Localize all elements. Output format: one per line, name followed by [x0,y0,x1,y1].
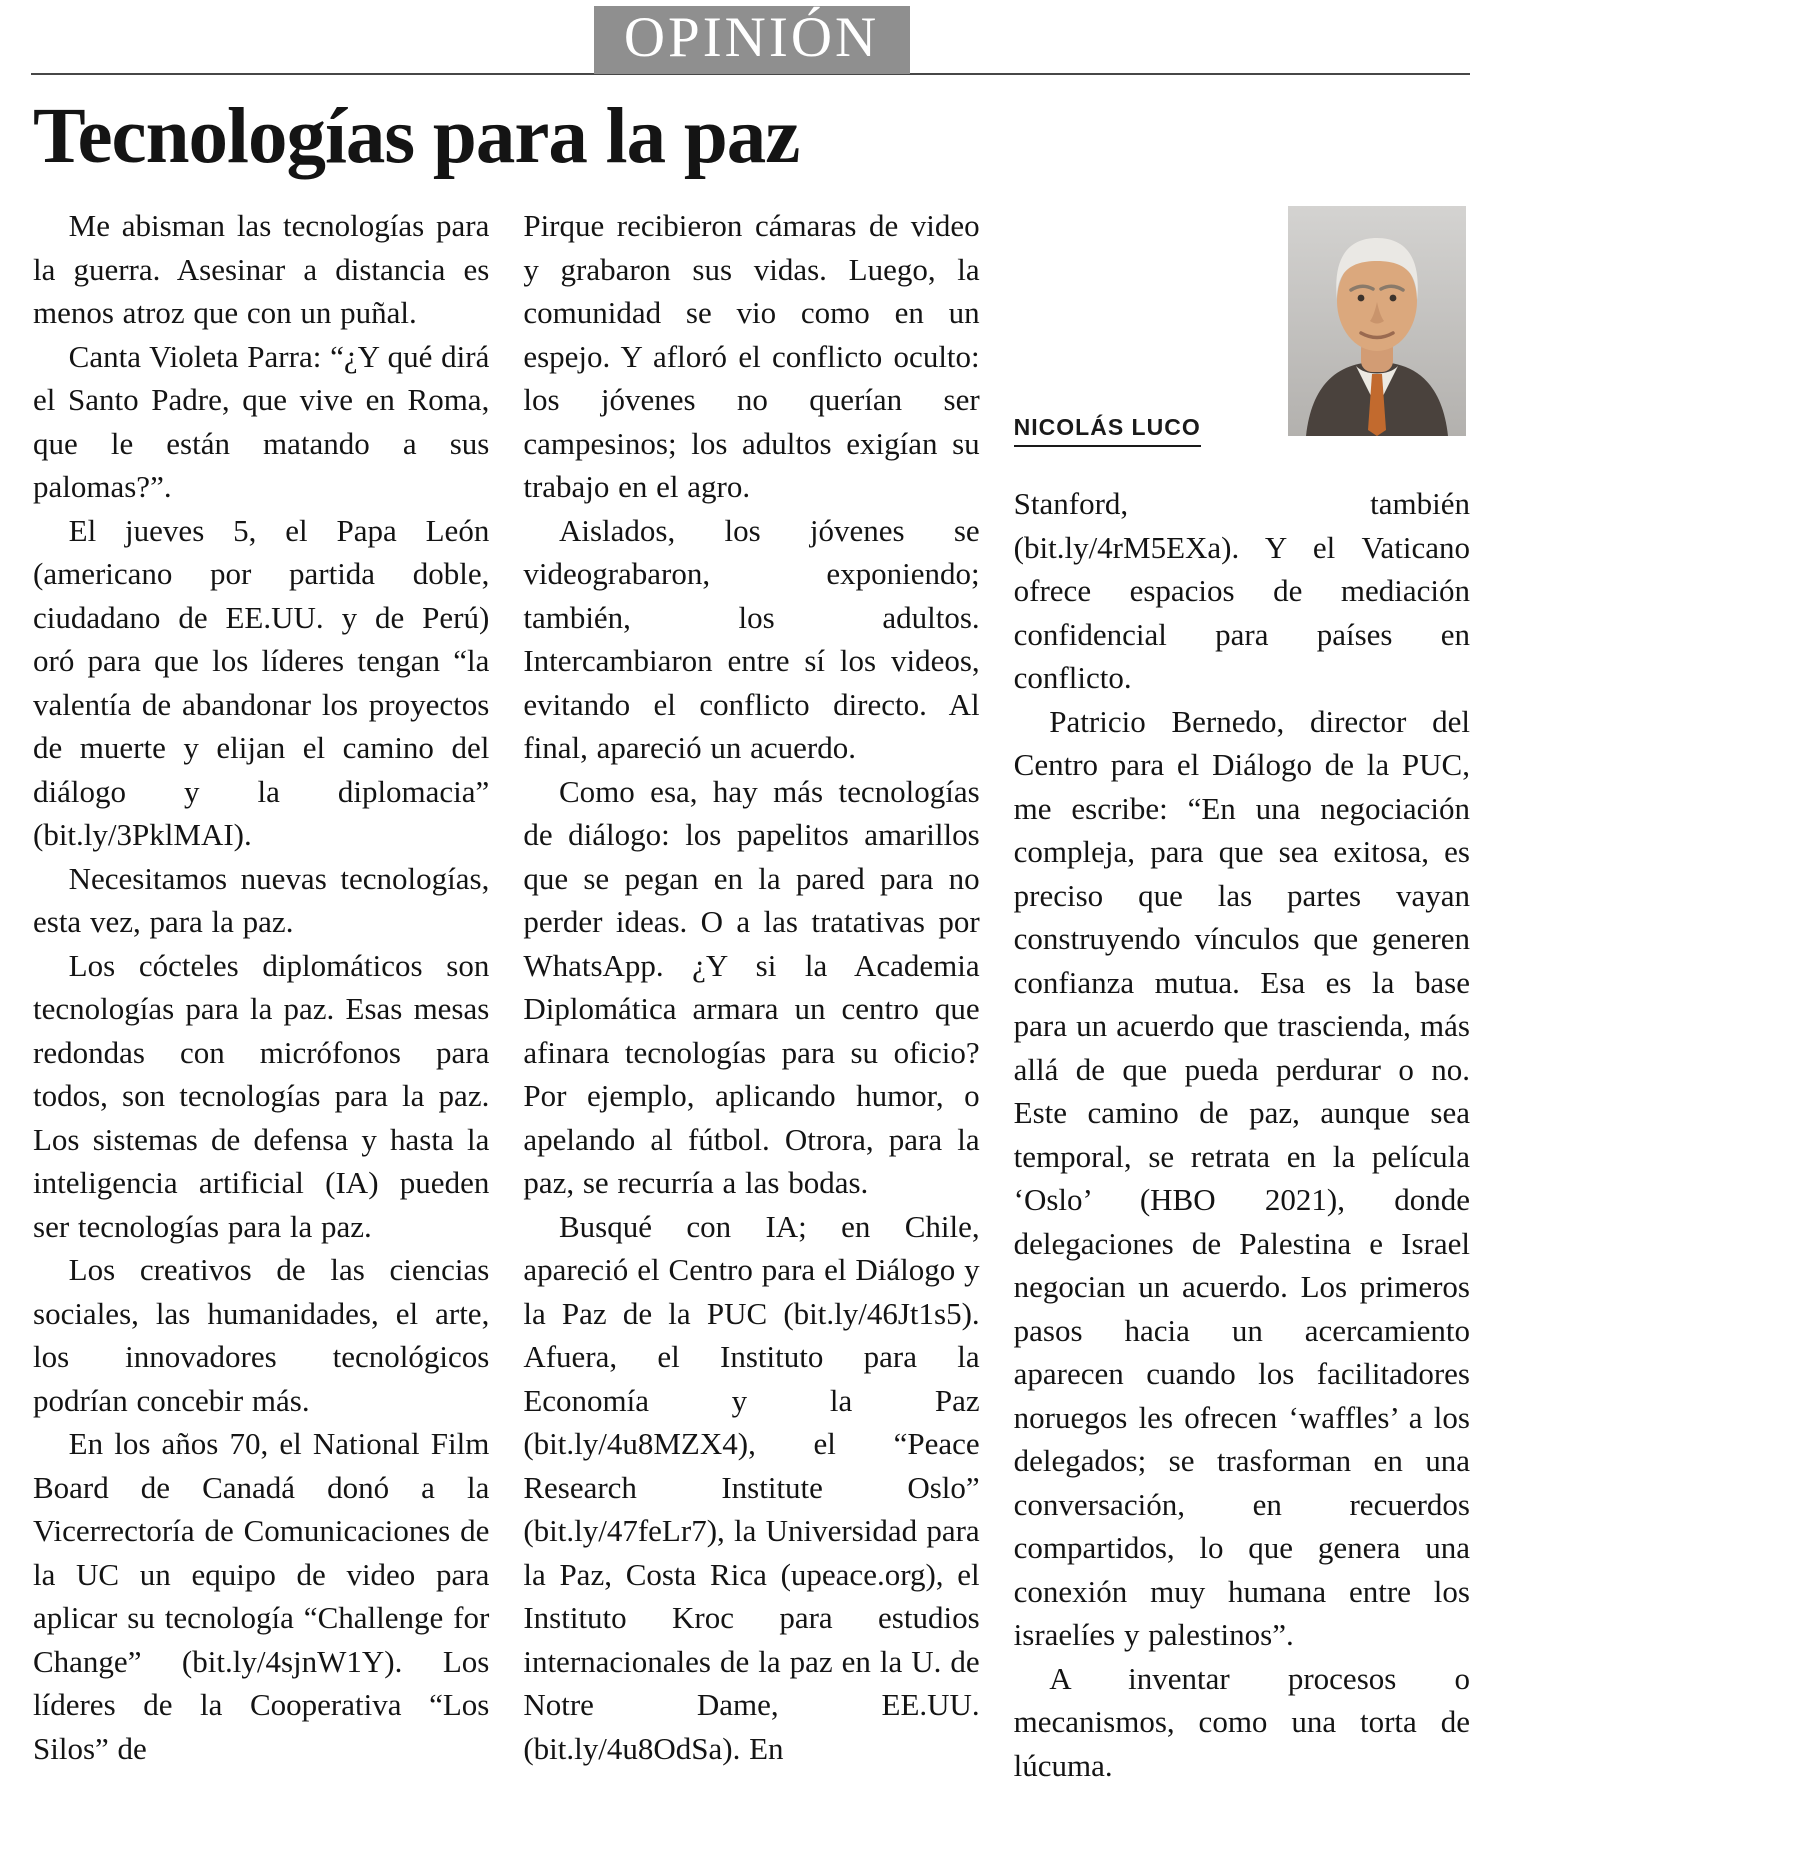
paragraph: Stanford, también (bit.ly/4rM5EXa). Y el Vaticano ofrece espacios de mediación confidencial para países en conflicto. [1013,486,1470,695]
paragraph: Aislados, los jóvenes se videograbaron, exponiendo; también, los adultos. Intercambiaron entre sí los videos, evitando el conflicto directo. Al final, apareció un acuerdo. [523,512,980,765]
paragraph: Canta Violeta Parra: “¿Y qué dirá el Santo Padre, que vive en Roma, que le están matando a sus palomas?”. [33,338,490,504]
section-header [33,0,1470,78]
author-block [1014,204,1470,482]
author-photo [1288,206,1466,436]
section-label-box [594,6,910,74]
article-column-2 [523,204,979,1787]
byline: NICOLÁS LUCO [1014,414,1201,447]
paragraph: El jueves 5, el Papa León (americano por partida doble, ciudadano de EE.UU. y de Perú) oró para que los líderes tengan “la valentía de abandonar los proyectos de muerte y elijan el camino del diálogo y la diplomacia” (bit.ly/3PklMAI). [33,512,490,852]
paragraph: Necesitamos nuevas tecnologías, esta vez, para la paz. [33,860,490,939]
paragraph: Patricio Bernedo, director del Centro para el Diálogo de la PUC, me escribe: “En una negociación compleja, para que sea exitosa, es preciso que las partes vayan construyendo vínculos que generen confianza mutua. Esa es la base para un acuerdo que trascienda, más allá de que pueda perdurar o no. Este camino de paz, aunque sea temporal, se retrata en la película ‘Oslo’ (HBO 2021), donde delegaciones de Palestina e Israel negocian un acuerdo. Los primeros pasos hacia un acercamiento aparecen cuando los facilitadores noruegos les ofrecen ‘waffles’ a los delegados; se trasforman en una conversación, en recuerdos compartidos, lo que genera una conexión muy humana entre los israelíes y palestinos”. [1013,703,1470,1652]
article-column-1 [33,204,489,1787]
paragraph: Los cócteles diplomáticos son tecnologías para la paz. Esas mesas redondas con micrófonos para todos, son tecnologías para la paz. Los sistemas de defensa y hasta la inteligencia artificial (IA) pueden ser tecnologías para la paz. [33,947,490,1244]
section-label: OPINIÓN [623,6,880,69]
article-body [33,204,1470,1787]
paragraph: A inventar procesos o mecanismos, como una torta de lúcuma. [1013,1660,1470,1783]
newspaper-page [33,0,1470,1787]
paragraph: Los creativos de las ciencias sociales, las humanidades, el arte, los innovadores tecnológicos podrían concebir más. [33,1252,490,1418]
paragraph: Busqué con IA; en Chile, apareció el Centro para el Diálogo y la Paz de la PUC (bit.ly/46Jt1s5). Afuera, el Instituto para la Economía y la Paz (bit.ly/4u8MZX4), el “Peace Research Institute Oslo” (bit.ly/47feLr7), la Universidad para la Paz, Costa Rica (upeace.org), el Instituto Kroc para estudios internacionales de la paz en la U. de Notre Dame, EE.UU. (bit.ly/4u8OdSa). En [523,1208,980,1766]
article-column-3 [1014,204,1470,1787]
paragraph: Como esa, hay más tecnologías de diálogo: los papelitos amarillos que se pegan en la pared para no perder ideas. O a las tratativas por WhatsApp. ¿Y si la Academia Diplomática armara un centro que afinara tecnologías para su oficio? Por ejemplo, aplicando humor, o apelando al fútbol. Otrora, para la paz, se recurría a las bodas. [523,773,980,1200]
paragraph: Pirque recibieron cámaras de video y grabaron sus vidas. Luego, la comunidad se vio como en un espejo. Y afloró el conflicto oculto: los jóvenes no querían ser campesinos; los adultos exigían su trabajo en el agro. [523,208,980,504]
paragraph: Me abisman las tecnologías para la guerra. Asesinar a distancia es menos atroz que con un puñal. [33,208,490,330]
article-title: Tecnologías para la paz [33,93,800,180]
paragraph: En los años 70, el National Film Board de Canadá donó a la Vicerrectoría de Comunicaciones de la UC un equipo de video para aplicar su tecnología “Challenge for Change” (bit.ly/4sjnW1Y). Los líderes de la Cooperativa “Los Silos” de [33,1426,490,1766]
